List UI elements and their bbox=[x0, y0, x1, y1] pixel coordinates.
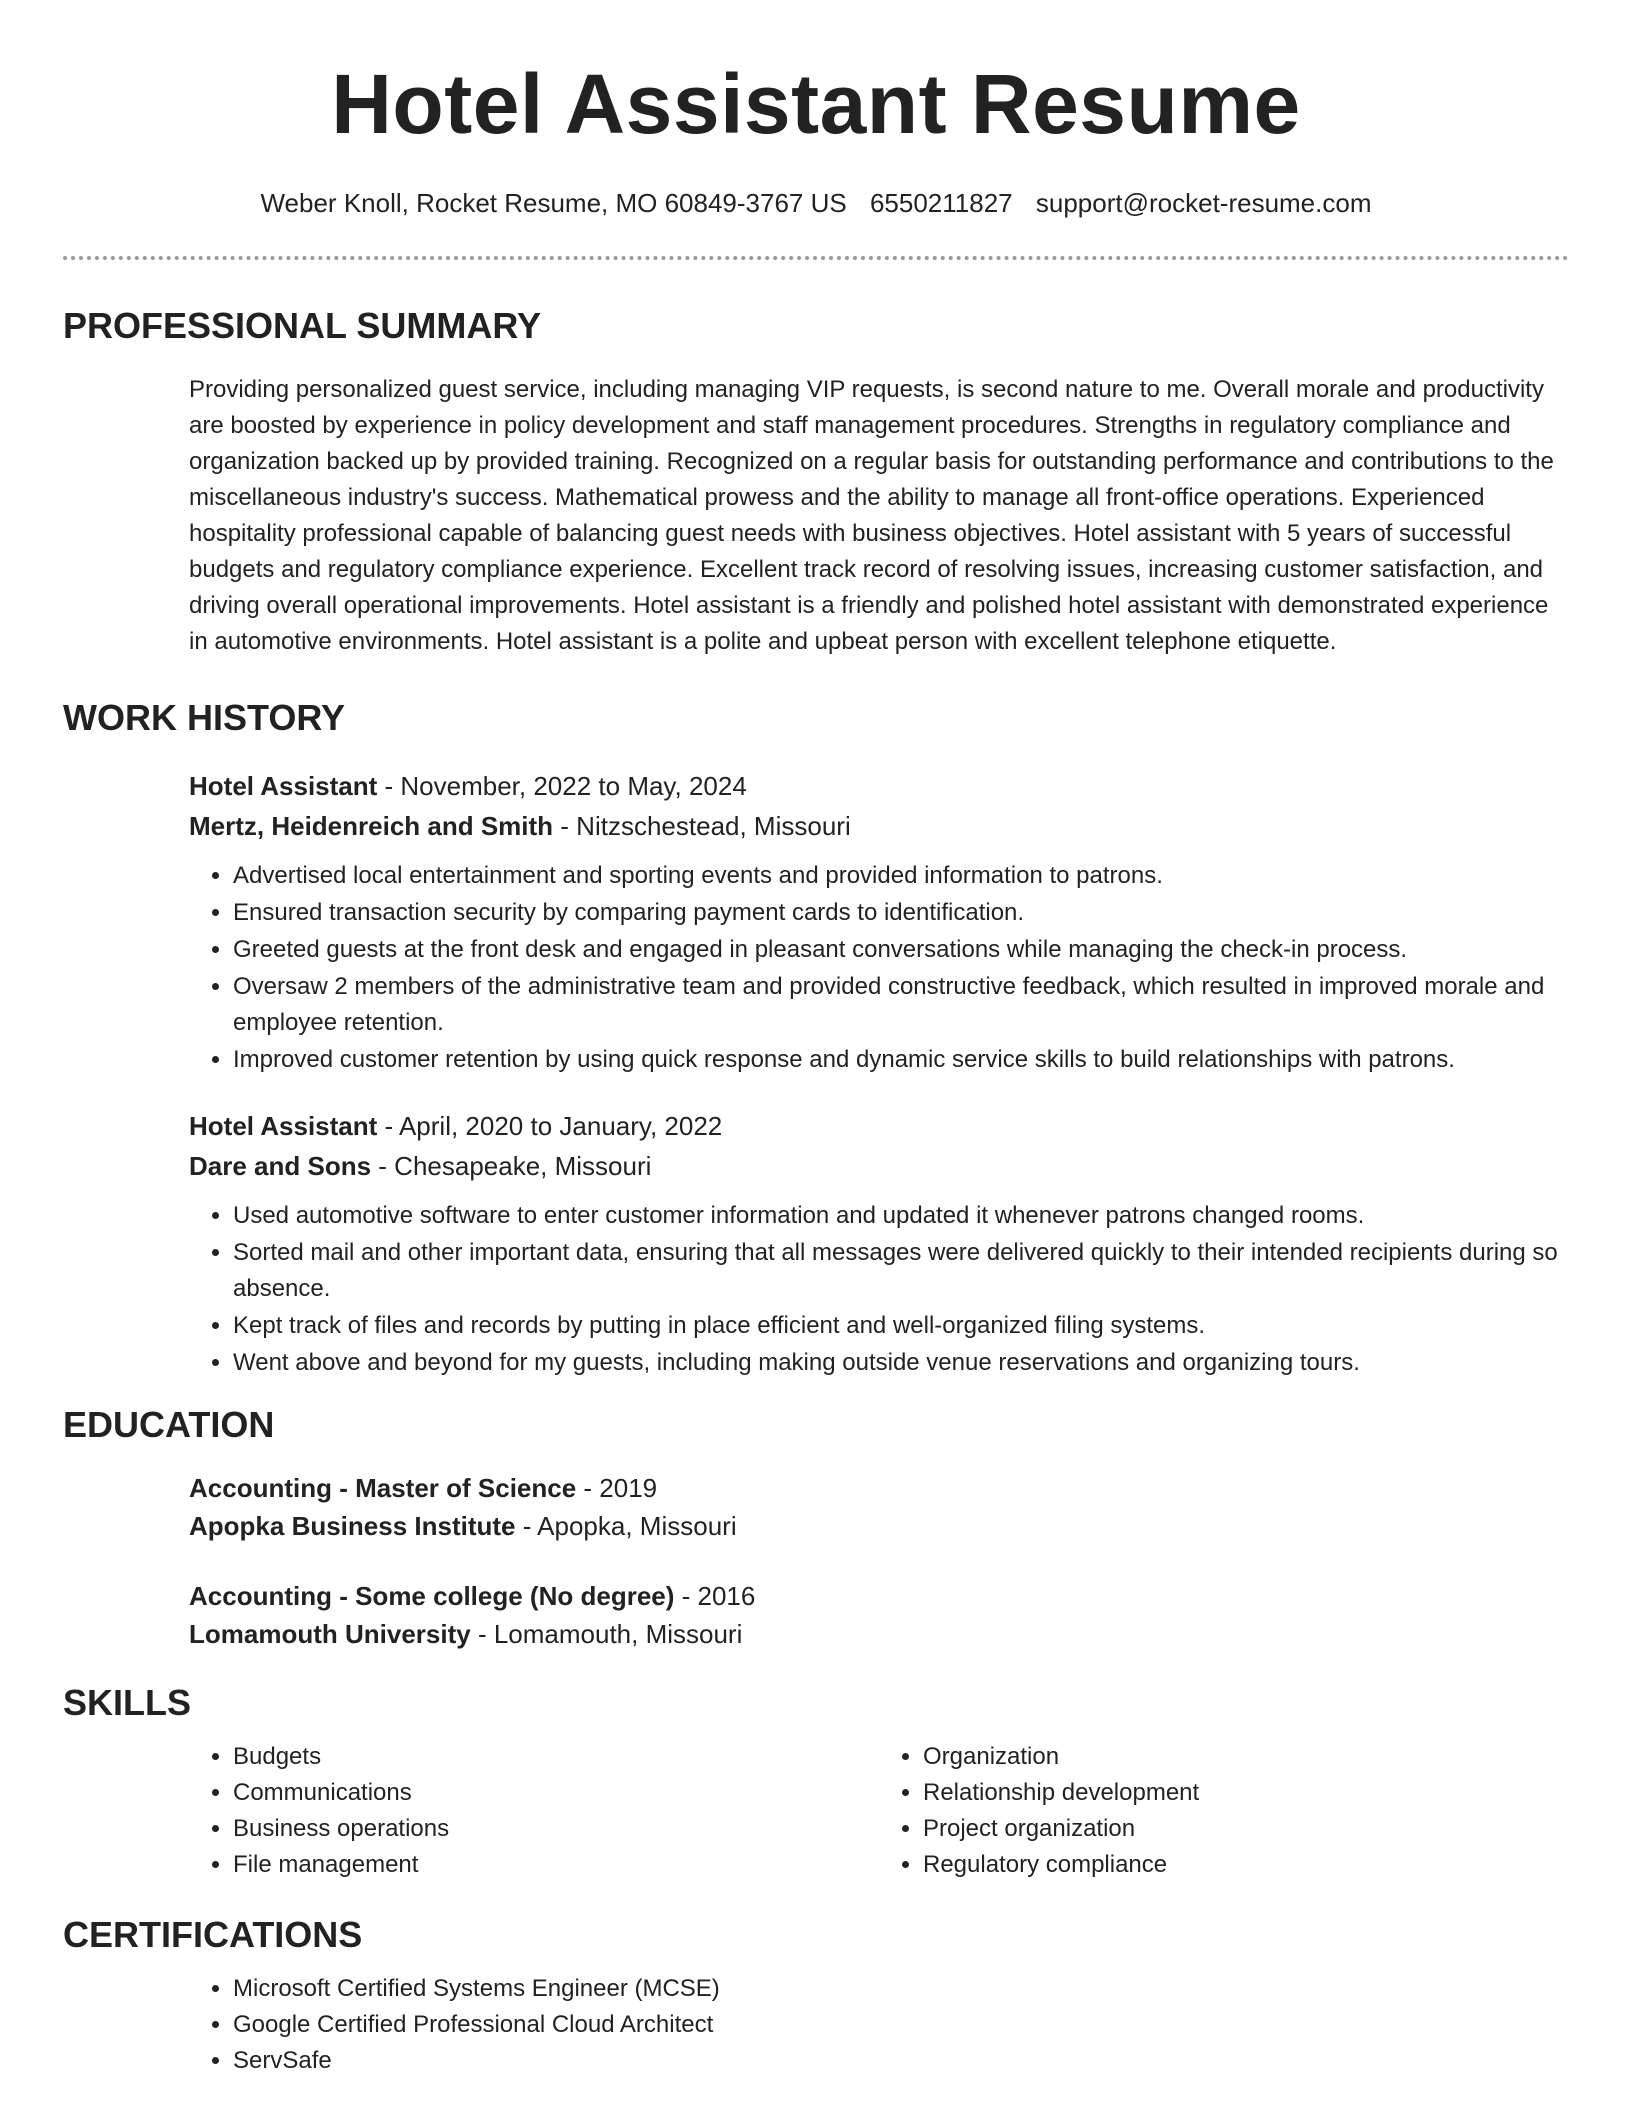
contact-phone: 6550211827 bbox=[869, 188, 1013, 218]
job-location: - Nitzschestead, Missouri bbox=[553, 811, 851, 841]
list-item: • Microsoft Certified Systems Engineer (MCSE) bbox=[233, 1971, 1569, 2007]
list-item: • Improved customer retention by using quick response and dynamic service skills to build relationships with patrons. bbox=[233, 1042, 1569, 1078]
list-item: • Ensured transaction security by comparing payment cards to identification. bbox=[233, 895, 1569, 931]
contact-info bbox=[63, 186, 1569, 220]
section-title-skills: SKILLS bbox=[63, 1682, 192, 1723]
list-item: • Advertised local entertainment and sporting events and provided information to patrons. bbox=[233, 858, 1569, 894]
skills-list-right bbox=[879, 1739, 1569, 1883]
education-degree: Accounting - Some college (No degree) bbox=[189, 1581, 675, 1611]
job-company-line bbox=[189, 806, 1569, 846]
education-degree-line bbox=[189, 1577, 1569, 1615]
job-company-line bbox=[189, 1146, 1569, 1186]
job-title: Hotel Assistant bbox=[189, 771, 378, 801]
job-dates: - April, 2020 to January, 2022 bbox=[377, 1111, 723, 1141]
section-title-education: EDUCATION bbox=[63, 1404, 275, 1445]
job-entry bbox=[189, 766, 1569, 1078]
skills-columns bbox=[189, 1739, 1569, 1883]
job-bullets bbox=[189, 1198, 1569, 1381]
list-item: • Greeted guests at the front desk and engaged in pleasant conversations while managing the check-in process. bbox=[233, 932, 1569, 968]
resume-title: Hotel Assistant Resume bbox=[331, 57, 1301, 151]
education-location: - Lomamouth, Missouri bbox=[470, 1619, 743, 1649]
job-title: Hotel Assistant bbox=[189, 1111, 378, 1141]
job-dates: - November, 2022 to May, 2024 bbox=[377, 771, 747, 801]
job-company: Dare and Sons bbox=[189, 1151, 372, 1181]
education-degree-line bbox=[189, 1469, 1569, 1507]
list-item: • ServSafe bbox=[233, 2043, 1569, 2079]
education-school: Apopka Business Institute bbox=[189, 1511, 516, 1541]
contact-address: Weber Knoll, Rocket Resume, MO 60849-3767 US bbox=[260, 188, 847, 218]
job-title-line bbox=[189, 1106, 1569, 1146]
job-title-line bbox=[189, 766, 1569, 806]
skills-list-left bbox=[189, 1739, 879, 1883]
list-item: • Kept track of files and records by putting in place efficient and well-organized filing systems. bbox=[233, 1308, 1569, 1344]
list-item: • Google Certified Professional Cloud Architect bbox=[233, 2007, 1569, 2043]
education-year: - 2016 bbox=[674, 1581, 756, 1611]
certifications-list bbox=[189, 1971, 1569, 2079]
list-item: • Organization bbox=[923, 1739, 1569, 1775]
education-school-line bbox=[189, 1615, 1569, 1653]
education-school: Lomamouth University bbox=[189, 1619, 471, 1649]
list-item: • Relationship development bbox=[923, 1775, 1569, 1811]
list-item: • Business operations bbox=[233, 1811, 879, 1847]
education-location: - Apopka, Missouri bbox=[515, 1511, 737, 1541]
contact-email: support@rocket-resume.com bbox=[1035, 188, 1372, 218]
job-bullets bbox=[189, 858, 1569, 1078]
list-item: • Went above and beyond for my guests, including making outside venue reservations and organizing tours. bbox=[233, 1345, 1569, 1381]
section-title-work-history: WORK HISTORY bbox=[63, 697, 346, 738]
education-entry bbox=[189, 1577, 1569, 1653]
job-company: Mertz, Heidenreich and Smith bbox=[189, 811, 554, 841]
list-item: • Project organization bbox=[923, 1811, 1569, 1847]
education-school-line bbox=[189, 1507, 1569, 1545]
list-item: • Sorted mail and other important data, ensuring that all messages were delivered quickly to their intended recipients during so absence. bbox=[233, 1235, 1569, 1307]
header-divider bbox=[63, 256, 1569, 260]
summary-text: Providing personalized guest service, including managing VIP requests, is second nature to me. Overall morale and productivity are boosted by experience in policy development and staff management procedures. Strengths in regulatory compliance and organization backed up by provided training. Recognized on a regular basis for outstanding performance and contributions to the miscellaneous industry's success. Mathematical prowess and the ability to manage all front-office operations. Experienced hospitality professional capable of balancing guest needs with business objectives. Hotel assistant with 5 years of successful budgets and regulatory compliance experience. Excellent track record of resolving issues, increasing customer satisfaction, and driving overall operational improvements. Hotel assistant is a friendly and polished hotel assistant with demonstrated experience in automotive environments. Hotel assistant is a polite and upbeat person with excellent telephone etiquette. bbox=[189, 376, 1554, 655]
education-entry bbox=[189, 1469, 1569, 1545]
list-item: • Used automotive software to enter customer information and updated it whenever patrons changed rooms. bbox=[233, 1198, 1569, 1234]
list-item: • Budgets bbox=[233, 1739, 879, 1775]
section-title-summary: PROFESSIONAL SUMMARY bbox=[63, 305, 542, 346]
education-degree: Accounting - Master of Science bbox=[189, 1473, 577, 1503]
list-item: • Communications bbox=[233, 1775, 879, 1811]
list-item: • Regulatory compliance bbox=[923, 1847, 1569, 1883]
job-entry bbox=[189, 1106, 1569, 1381]
list-item: • Oversaw 2 members of the administrative team and provided constructive feedback, which resulted in improved morale and employee retention. bbox=[233, 969, 1569, 1041]
list-item: • File management bbox=[233, 1847, 879, 1883]
job-location: - Chesapeake, Missouri bbox=[371, 1151, 652, 1181]
section-title-certifications: CERTIFICATIONS bbox=[63, 1914, 363, 1955]
education-year: - 2019 bbox=[576, 1473, 658, 1503]
